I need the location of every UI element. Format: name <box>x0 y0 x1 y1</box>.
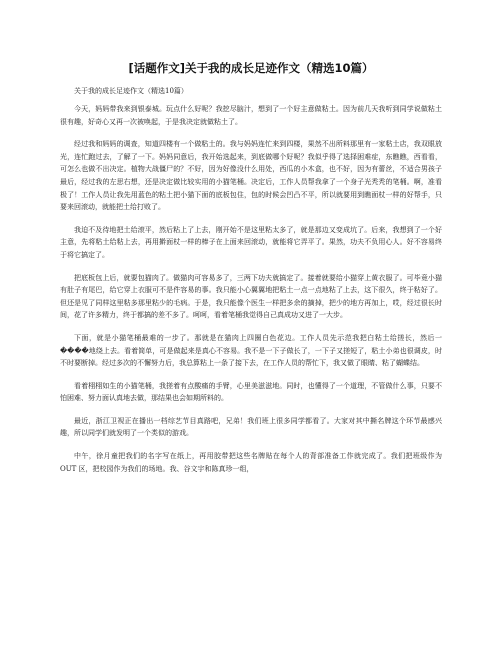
paragraph: 下面，就是小猫笔桶最难的一步了。那就是在猫肉上四圈白色花边。工作人员先示范我把白粘土给搓长，然后一����地绕上去。看着简单，可是做起来是真心不容易。我不是一下子做长了，一下子又搓短了，粘土小弟也很调皮，时不时要断掉。经过多次的不懈努力后，我总算粘上一条了接下去，在工作人员的帮忙下，我又做了眼睛、粘了蝴蝶结。 <box>60 333 442 368</box>
paragraph: 中午，徐月童把我们的名字写在纸上，再用胶带把这些名牌贴在每个人的背部准备工作就完成了。我们把班级作为 OUT 区，把校园作为我们的场地。我、谷文宇和陈真珍一组， <box>60 452 442 473</box>
paragraph: 经过我和妈妈的调查，知道四楼有一个做粘土的。我与妈妈连忙来到四楼，果然不出所料那里有一家粘土店，我双眼放光，连忙跑过去，了解了一下。妈妈同意后，我开始选起来，到底做哪个好呢？我似乎得了选择困难症，东瞧瞧，西看看，可怎么也做不出决定。植物大战僵尸的？不好，因为好像没什么用处，西瓜的小木盒，也不好，因为有蕾丝，不适合男孩子 最后，经过我的左思右想，还是决定做比较实用的小猫笔桶。决定后，工作人员帮我拿了一个身子光秃秃的笔桶。啊，准看极了！工作人员让我先用蓝色的粘土把小猫下面的底板包住，包的时候会凹凸不平，所以就要用到瞧面杖一样的好帮手，只要来回滚动，就能把土给打败了。 <box>60 140 442 212</box>
paragraph: 把底板包上后，就要包猫肉了。做猫肉可容易多了，三两下功夫就搞定了。接着就要给小猫穿上黄衣服了。可毕竟小猫有肚子有尾巴，给它穿上衣服可不是件容易的事。我只能小心翼翼地把粘土一点一点地粘了上去，这下很久，终于粘好了。但还是见了同样这里粘多那里粘少的毛病。于是，我只能像个医生一样把多余的摘掉，把少的地方再加上，哎，经过很长时间，花了许多精力，终于都搞的差不多了。呵呵，看着笔桶我觉得自己真成功又进了一大步。 <box>60 273 442 320</box>
paragraph: 最近，浙江卫视正在播出一档综艺节目真路吧，兄弟！我们班上很多同学都看了。大家对其中撕名牌这个环节最感兴趣，所以同学们就发明了一个类似的游戏。 <box>60 416 442 438</box>
paragraph: 看着栩栩如生的小猫笔桶，我搓着有点酸痛的手臂，心里美滋滋地。同时，也懂得了一个道理，不管做什么事，只要不怕困难、努力面认真地去做，那结果也会如期所料的。 <box>60 381 442 403</box>
paragraph: 我迫不及待地把土给滚平，然后粘上了上去，刚开始不是这里粘太多了，就是那边又变成坑了。后来，我想到了一个好主意，先将粘土给粘上去，再用擀面杖一样的棒子在上面来回滚动，就能将它弄平了。果然，功夫不负用心人。好不容易终于将它搞定了。 <box>60 225 442 259</box>
document-title: [话题作文]关于我的成长足迹作文（精选10篇） <box>128 61 374 75</box>
document-subtitle: 关于我的成长足迹作文（精选10篇） <box>74 87 188 95</box>
paragraph: 今天，妈妈带我来到银泰城。玩点什么好呢？我挖尽脑汁，想到了一个好主意做粘土。因为前几天我听到同学说做粘土很有趣，好奇心又再一次被唤起，于是我决定就做粘土了。 <box>60 105 442 126</box>
